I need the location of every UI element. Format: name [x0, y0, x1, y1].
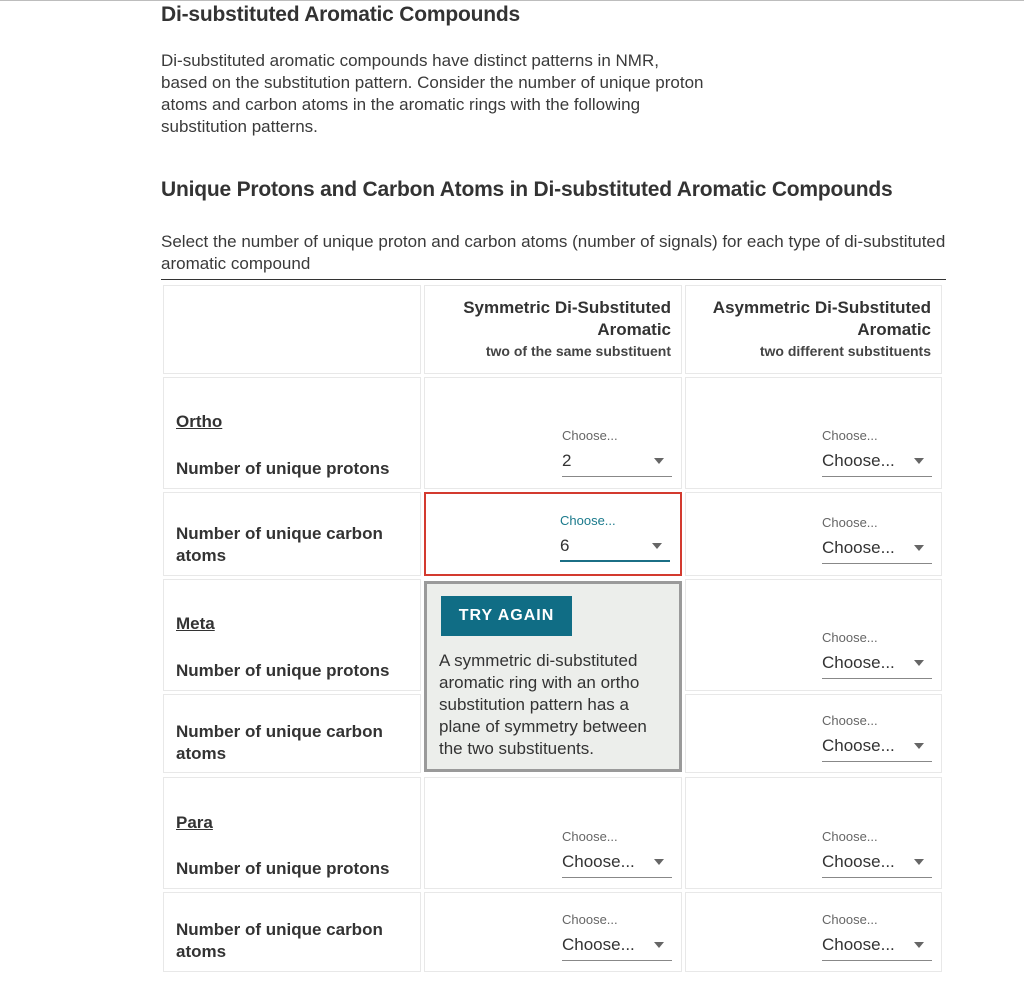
chevron-down-icon — [914, 660, 924, 666]
select-value: 2 — [562, 451, 572, 470]
chevron-down-icon — [914, 743, 924, 749]
select-caption: Choose... — [822, 713, 878, 728]
instructions-text: Select the number of unique proton and carbon atoms (number of signals) for each type of di-substituted aromatic compound — [161, 232, 946, 273]
ortho-carbons-asym-select[interactable] — [822, 515, 932, 564]
column-header-symmetric — [424, 285, 682, 374]
select-caption: Choose... — [822, 630, 878, 645]
select-value: Choose... — [822, 653, 895, 672]
select-caption: Choose... — [562, 912, 618, 927]
intro-text: Di-substituted aromatic compounds have distinct patterns in NMR, based on the substitution pattern. Consider the number of unique proton atoms and carbon atoms in the aromatic rings with the following substitution patterns. — [161, 51, 704, 136]
column-header-asymmetric — [685, 285, 942, 374]
meta-carbons-asym-select[interactable] — [822, 713, 932, 762]
ortho-protons-asym-select[interactable] — [822, 428, 932, 477]
page-title: Di-substituted Aromatic Compounds — [161, 3, 520, 26]
header-empty-cell — [163, 285, 421, 374]
para-carbons-label-cell — [163, 892, 421, 972]
para-protons-label-cell — [163, 777, 421, 889]
select-caption: Choose... — [562, 829, 618, 844]
select-value: 6 — [560, 536, 570, 555]
row-label-carbons: Number of unique carbon atoms — [176, 722, 383, 763]
meta-carbons-label-cell — [163, 694, 421, 773]
column-subtitle-symmetric: two of the same substituent — [485, 343, 671, 359]
ortho-carbons-label-cell — [163, 492, 421, 576]
para-carbons-sym-select[interactable] — [562, 912, 672, 961]
select-caption: Choose... — [560, 513, 616, 528]
try-again-button[interactable]: TRY AGAIN — [441, 596, 572, 636]
top-divider — [0, 0, 1024, 1]
table-top-rule — [161, 279, 946, 280]
group-label-para: Para — [176, 813, 213, 832]
chevron-down-icon — [654, 859, 664, 865]
column-title-asymmetric: Asymmetric Di-Substituted Aromatic — [712, 298, 931, 339]
select-caption: Choose... — [822, 829, 878, 844]
select-value: Choose... — [822, 736, 895, 755]
select-value: Choose... — [562, 852, 635, 871]
select-caption: Choose... — [822, 515, 878, 530]
select-value: Choose... — [822, 451, 895, 470]
ortho-carbons-sym-select[interactable] — [560, 513, 670, 562]
chevron-down-icon — [914, 458, 924, 464]
meta-protons-asym-select[interactable] — [822, 630, 932, 679]
select-value: Choose... — [562, 935, 635, 954]
select-caption: Choose... — [822, 428, 878, 443]
select-value: Choose... — [822, 538, 895, 557]
ortho-protons-label-cell — [163, 377, 421, 489]
select-caption: Choose... — [822, 912, 878, 927]
chevron-down-icon — [914, 859, 924, 865]
column-subtitle-asymmetric: two different substituents — [759, 343, 931, 359]
chevron-down-icon — [914, 942, 924, 948]
group-label-meta: Meta — [176, 614, 215, 633]
meta-protons-label-cell — [163, 579, 421, 691]
select-value: Choose... — [822, 852, 895, 871]
select-value: Choose... — [822, 935, 895, 954]
row-label-carbons: Number of unique carbon atoms — [176, 920, 383, 961]
chevron-down-icon — [654, 942, 664, 948]
para-protons-asym-select[interactable] — [822, 829, 932, 878]
chevron-down-icon — [654, 458, 664, 464]
select-caption: Choose... — [562, 428, 618, 443]
para-carbons-asym-select[interactable] — [822, 912, 932, 961]
feedback-panel — [424, 581, 682, 772]
row-label-carbons: Number of unique carbon atoms — [176, 524, 383, 565]
row-label-protons: Number of unique protons — [176, 661, 390, 680]
chevron-down-icon — [914, 545, 924, 551]
chevron-down-icon — [652, 543, 662, 549]
group-label-ortho: Ortho — [176, 412, 223, 431]
section-title: Unique Protons and Carbon Atoms in Di-substituted Aromatic Compounds — [161, 178, 893, 201]
row-label-protons: Number of unique protons — [176, 859, 390, 878]
ortho-protons-sym-select[interactable] — [562, 428, 672, 477]
column-title-symmetric: Symmetric Di-Substituted Aromatic — [463, 298, 671, 339]
feedback-message: A symmetric di-substituted aromatic ring with an ortho substitution pattern has a plane of symmetry between the two substituents. — [439, 651, 647, 758]
row-label-protons: Number of unique protons — [176, 459, 390, 478]
para-protons-sym-select[interactable] — [562, 829, 672, 878]
